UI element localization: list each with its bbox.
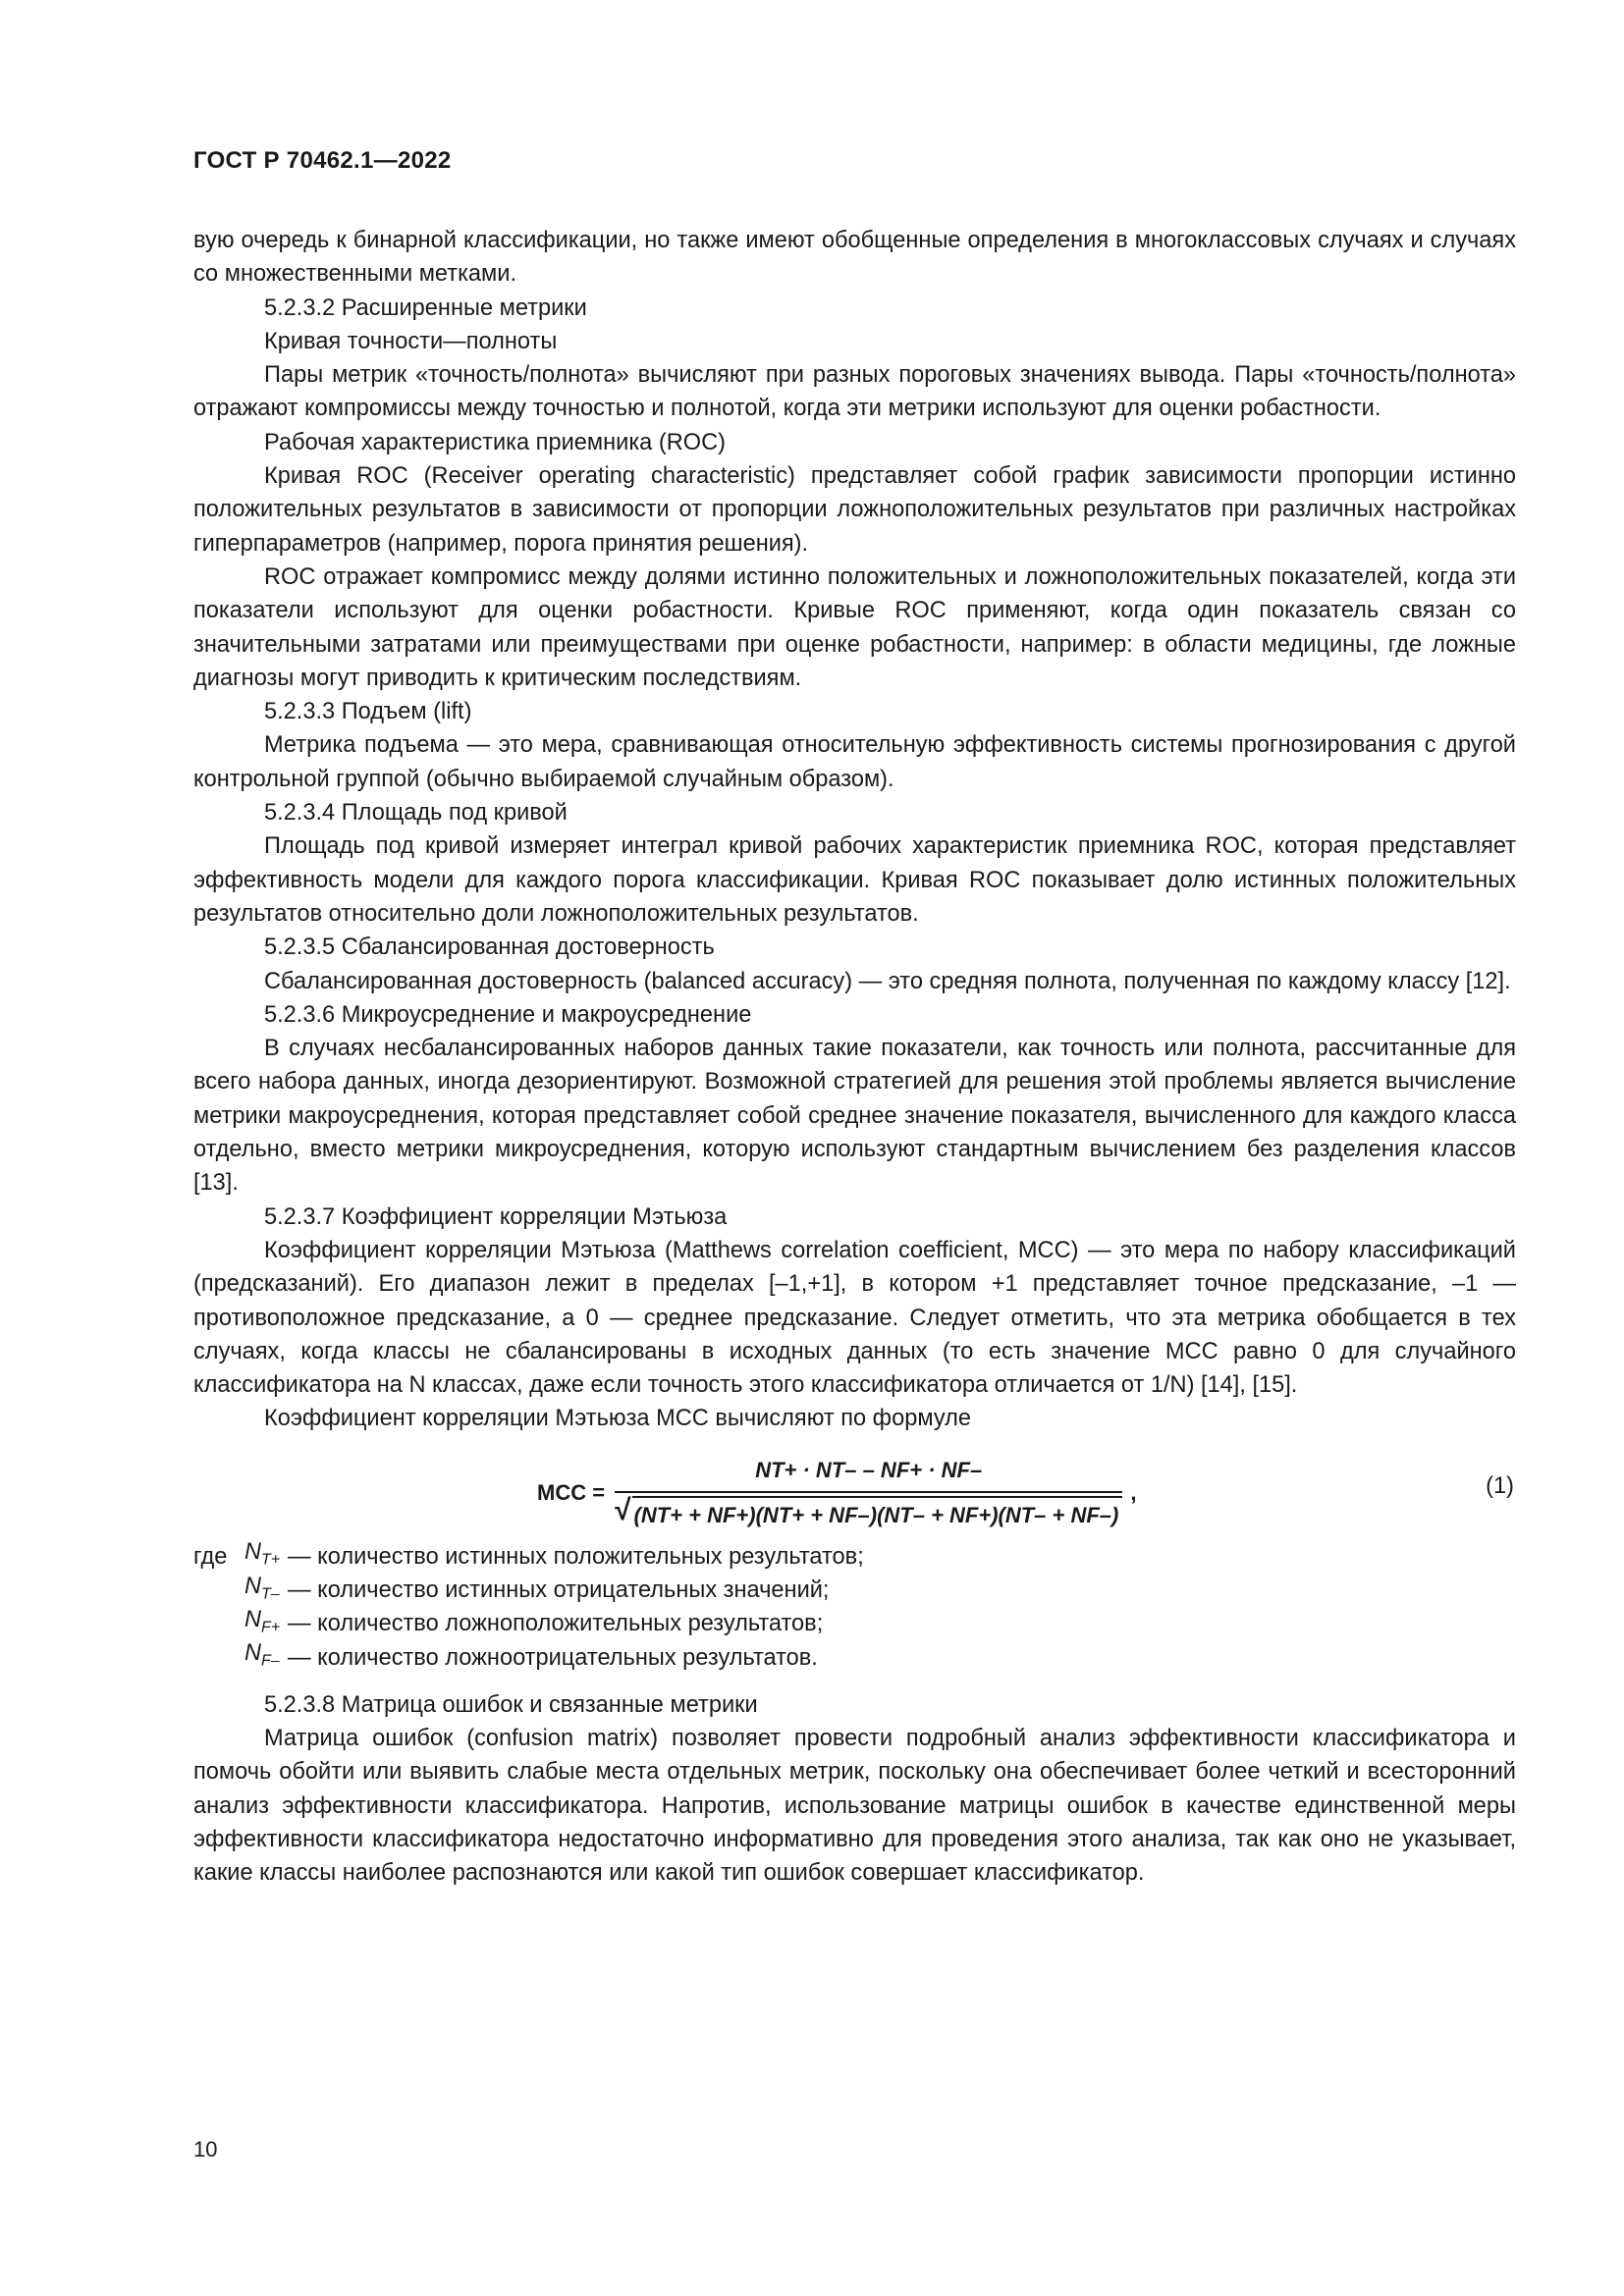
legend-row: [193, 1574, 1516, 1607]
formula-legend: [193, 1540, 1516, 1675]
equation-number: (1): [1486, 1472, 1514, 1499]
paragraph: Коэффициент корреляции Мэтьюза (Matthews correlation coefficient, MCC) — это мера по набору классификаций (предсказаний). Его диапазон лежит в пределах [–1,+1], в котором +1 представляет точное предсказание, –1 — противоположное предсказание, а 0 — среднее предсказание. Следует отметить, что эта метрика обобщается в тех случаях, когда классы не сбалансированы в исходных данных (то есть значение MCC равно 0 для случайного классификатора на N классах, даже если точность этого классификатора отличается от 1/N) [14], [15].: [193, 1237, 1516, 1399]
legend-symbol: $N_{T-}$: [244, 1573, 280, 1603]
paragraph: Метрика подъема — это мера, сравнивающая относительную эффективность системы прогнозирования с другой контрольной группой (обычно выбираемой случайным образом).: [193, 732, 1516, 792]
legend-text: — количество истинных отрицательных значений;: [288, 1576, 830, 1603]
paragraph: Пары метрик «точность/полнота» вычисляют при разных пороговых значениях вывода. Пары «точность/полнота» отражают компромиссы между точностью и полнотой, когда эти метрики используют для оценки робастности.: [193, 362, 1516, 422]
legend-symbol: $N_{F-}$: [244, 1640, 280, 1670]
legend-text: — количество ложноотрицательных результатов.: [288, 1644, 818, 1671]
paragraphs-bottom: [193, 1688, 1516, 1891]
paragraph: Матрица ошибок (confusion matrix) позволяет провести подробный анализ эффективности классификатора и помочь обойти или выявить слабые места отдельных метрик, поскольку она обеспечивает более четкий и всесторонний анализ эффективности классификатора. Напротив, использование матрицы ошибок в качестве единственной меры эффективности классификатора недостаточно информативно для проведения этого анализа, так как оно не указывает, какие классы наиболее распознаются или какой тип ошибок совершает классификатор.: [193, 1726, 1516, 1887]
section-heading: 5.2.3.8 Матрица ошибок и связанные метрики: [264, 1691, 758, 1718]
paragraph: Рабочая характеристика приемника (ROC): [264, 429, 726, 455]
paragraph: Сбалансированная достоверность (balanced accuracy) — это средняя полнота, полученная по каждому классу [12].: [264, 968, 1511, 994]
legend-row: [193, 1641, 1516, 1675]
legend-symbol: $N_{T+}$: [244, 1539, 281, 1570]
paragraph: В случаях несбалансированных наборов данных такие показатели, как точность или полнота, рассчитанные для всего набора данных, иногда дезориентируют. Возможной стратегией для решения этой проблемы является вычисление метрики макроусреднения, которая представляет собой среднее значение показателя, вычисленного для каждого класса отдельно, вместо метрики микроусреднения, которую используют стандартным вычислением без разделения классов [13].: [193, 1036, 1516, 1197]
legend-text: — количество истинных положительных результатов;: [288, 1543, 864, 1570]
legend-row: [193, 1607, 1516, 1640]
paragraph: Кривая точности—полноты: [264, 328, 558, 354]
paragraph: Коэффициент корреляции Мэтьюза MCC вычисляют по формуле: [264, 1406, 971, 1432]
paragraph: Кривая ROC (Receiver operating characteristic) представляет собой график зависимости пропорции истинно положительных результатов в зависимости от пропорции ложноположительных результатов при различных настройках гиперпараметров (например, порога принятия решения).: [193, 463, 1516, 557]
document-header: ГОСТ Р 70462.1—2022: [193, 147, 452, 174]
formula-denominator-wrap: [615, 1493, 1122, 1532]
section-heading: 5.2.3.4 Площадь под кривой: [264, 800, 568, 827]
formula-comma: ,: [1130, 1479, 1137, 1505]
legend-symbol: $N_{F+}$: [244, 1606, 281, 1636]
formula-block: [193, 1450, 1516, 1534]
section-heading: 5.2.3.3 Подъем (lift): [264, 699, 472, 725]
formula-lhs: MCC =: [537, 1479, 606, 1505]
paragraph: Площадь под кривой измеряет интеграл кривой рабочих характеристик приемника ROC, которая представляет эффективность модели для каждого порога классификации. Кривая ROC показывает долю истинных положительных результатов относительно доли ложноположительных результатов.: [193, 833, 1516, 927]
paragraphs-top: [193, 224, 1516, 1436]
legend-text: — количество ложноположительных результатов;: [288, 1611, 824, 1637]
mcc-formula: [537, 1454, 1137, 1533]
section-heading: 5.2.3.2 Расширенные метрики: [264, 294, 587, 321]
legend-lead: где: [193, 1543, 228, 1570]
section-heading: 5.2.3.6 Микроусреднение и макроусреднение: [264, 1001, 752, 1028]
page-number: 10: [193, 2137, 218, 2162]
formula-numerator: NT+ · NT– – NF+ · NF–: [755, 1457, 983, 1482]
section-heading: 5.2.3.5 Сбалансированная достоверность: [264, 934, 715, 961]
paragraph: вую очередь к бинарной классификации, но также имеют обобщенные определения в многоклассовых случаях и случаях со множественными метками.: [193, 228, 1516, 288]
section-heading: 5.2.3.7 Коэффициент корреляции Мэтьюза: [264, 1203, 728, 1230]
document-body: [193, 224, 1516, 1891]
paragraph: ROC отражает компромисс между долями истинно положительных и ложноположительных показателей, когда эти показатели используют для оценки робастности. Кривые ROC применяют, когда один показатель связан со значительными затратами или преимуществами при оценке робастности, например: в области медицины, где ложные диагнозы могут приводить к критическим последствиям.: [193, 563, 1516, 691]
formula-denominator: (NT+ + NF+)(NT+ + NF–)(NT– + NF+)(NT– + NF–): [632, 1496, 1123, 1532]
sqrt-icon: √: [615, 1493, 631, 1526]
legend-row: [193, 1540, 1516, 1574]
formula-fraction: [615, 1454, 1122, 1533]
